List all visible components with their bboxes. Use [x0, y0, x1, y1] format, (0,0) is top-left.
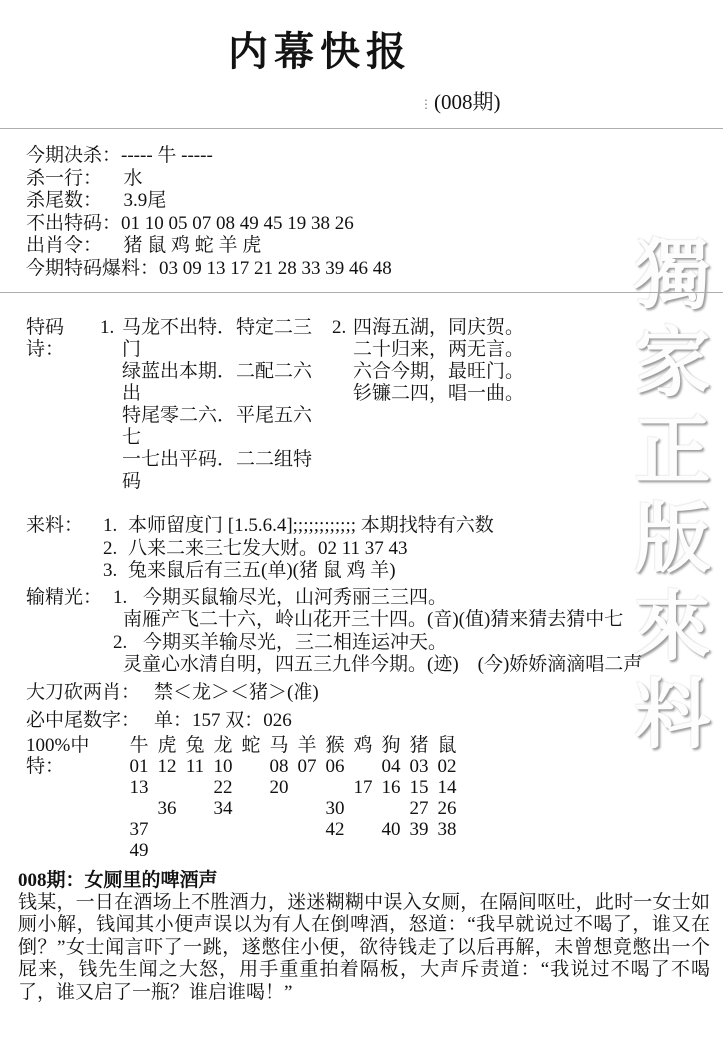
banned-zodiac-value: 禁＜龙＞＜猪＞(准) — [154, 681, 319, 703]
kill-row — [26, 235, 723, 258]
kill-row-label: 今期决杀： — [26, 145, 122, 167]
table-cell: 42 — [325, 818, 345, 840]
table-cell: 36 — [157, 797, 177, 819]
table-cell — [349, 756, 377, 777]
table-row — [125, 840, 461, 861]
shujingguang-section — [0, 587, 723, 677]
table-cell — [349, 819, 377, 840]
table-cell — [181, 798, 209, 819]
kill-row-value: 01 10 05 07 08 49 45 19 38 26 — [121, 212, 354, 234]
table-cell: 38 — [437, 818, 457, 840]
item-text: 八来二来三七发大财。02 11 37 43 — [128, 537, 408, 559]
kill-row-value: ----- 牛 ----- — [121, 145, 213, 167]
must-hit-tail-value: 单：157 双：026 — [154, 709, 292, 731]
table-cell: 34 — [213, 797, 233, 819]
table-cell: 39 — [409, 818, 429, 840]
table-cell: 17 — [353, 776, 373, 798]
table-row — [125, 777, 461, 798]
incoming-tips-section — [0, 515, 723, 583]
table-cell: 03 — [409, 755, 429, 777]
table-cell — [181, 840, 209, 861]
shu-line — [113, 654, 642, 677]
table-cell: 30 — [325, 797, 345, 819]
kill-row-value: 03 09 13 17 21 28 33 39 46 48 — [159, 257, 392, 279]
kill-row — [26, 190, 723, 213]
kill-row-value: 猪 鼠 鸡 蛇 羊 虎 — [114, 235, 262, 257]
kill-row — [26, 145, 723, 168]
kill-row-label: 杀尾数： — [26, 190, 103, 212]
poem-line: 一七出平码．二二组特码 — [122, 449, 313, 493]
table-cell — [181, 777, 209, 798]
table-cell: 27 — [409, 797, 429, 819]
table-cell — [321, 777, 349, 798]
poem-line: 二十归来，两无言。 — [353, 339, 525, 361]
item-number: 3. — [103, 560, 118, 582]
zodiac-header-row — [125, 735, 461, 756]
table-cell — [405, 840, 433, 861]
shu-line — [113, 609, 642, 632]
table-cell — [153, 819, 181, 840]
poem-line: 绿蓝出本期．二配二六出 — [122, 361, 313, 405]
kill-row-label: 今期特码爆料： — [26, 257, 160, 279]
poem-line: 六合今期，最旺门。 — [353, 361, 525, 383]
zodiac-header: 猴 — [325, 734, 345, 756]
kill-row-label: 不出特码： — [26, 212, 122, 234]
item-text: 今期买羊输尽光，三二相连运冲天。 — [143, 631, 448, 653]
item-text: 今期买鼠输尽光，山河秀丽三三四。 — [143, 586, 448, 608]
zodiac-header: 兔 — [185, 734, 205, 756]
poem-1-lines — [122, 317, 324, 493]
shu-line — [113, 587, 642, 610]
table-cell — [209, 819, 237, 840]
table-cell — [237, 840, 265, 861]
item-text: 南雁产飞二十六，岭山花开三十四。(音)(值)猜来猜去猜中七 — [123, 609, 624, 631]
zodiac-header: 蛇 — [241, 734, 261, 756]
table-cell: 37 — [129, 818, 149, 840]
item-text: 本师留度门 [1.5.6.4];;;;;;;;;;;; 本期找特有六数 — [128, 515, 494, 537]
zodiac-header: 马 — [269, 734, 289, 756]
table-cell — [293, 819, 321, 840]
lailiao-item — [103, 515, 494, 538]
table-cell: 26 — [437, 797, 457, 819]
table-cell: 01 — [129, 755, 149, 777]
lailiao-items — [103, 515, 494, 583]
must-hit-tail-label: 必中尾数字： — [26, 709, 141, 731]
table-cell — [349, 840, 377, 861]
table-cell — [321, 840, 349, 861]
table-cell — [377, 798, 405, 819]
table-cell: 08 — [269, 755, 289, 777]
kill-row — [26, 168, 723, 191]
kill-row — [26, 213, 723, 236]
table-cell: 15 — [409, 776, 429, 798]
issue-number: (008期) — [434, 90, 501, 114]
table-cell: 11 — [185, 755, 205, 777]
table-cell — [125, 798, 153, 819]
table-row — [125, 798, 461, 819]
watermark-vertical-text: 獨家正版來料 — [623, 234, 707, 762]
table-cell — [265, 819, 293, 840]
page-title: 内幕快报 — [228, 29, 412, 74]
table-row — [125, 756, 461, 777]
poem-1-number: 1. — [100, 317, 115, 339]
print-artifact-mark: ⋮ — [420, 97, 432, 112]
table-cell: 07 — [297, 755, 317, 777]
item-text: 兔来鼠后有三五(单)(猪 鼠 鸡 羊) — [128, 560, 396, 582]
divider-top — [0, 128, 723, 129]
shujingguang-lines — [113, 587, 642, 677]
poem-line: 马龙不出特．特定二三门 — [122, 317, 313, 361]
poem-2-number: 2. — [332, 317, 347, 339]
kill-section — [0, 145, 723, 280]
kill-row-label: 出肖令： — [26, 235, 103, 257]
table-cell — [293, 840, 321, 861]
banned-zodiac-label: 大刀砍两肖： — [26, 681, 141, 703]
zodiac-header: 鸡 — [353, 734, 373, 756]
table-cell: 16 — [381, 776, 401, 798]
story-section — [0, 869, 710, 1005]
table-cell: 20 — [269, 776, 289, 798]
item-number: 1. — [103, 515, 118, 537]
table-row — [125, 819, 461, 840]
must-hit-tail-row — [0, 709, 723, 733]
zodiac-header: 龙 — [213, 734, 233, 756]
poem-line: 四海五湖，同庆贺。 — [353, 317, 525, 339]
poem-line: 钐镰二四，唱一曲。 — [353, 383, 525, 405]
poem-label: 特码诗： — [26, 317, 65, 361]
table-cell: 10 — [213, 755, 233, 777]
story-title: 008期：女厕里的啤酒声 — [18, 869, 218, 891]
zodiac-header: 鼠 — [437, 734, 457, 756]
table-cell: 40 — [381, 818, 401, 840]
poem-2-lines — [353, 317, 524, 493]
table-cell — [181, 819, 209, 840]
lailiao-item — [103, 538, 494, 561]
item-text: 灵童心水清自明，四五三九伴今期。(迹) (今)娇娇滴滴唱二声 — [123, 654, 643, 676]
zodiac-header: 羊 — [297, 734, 317, 756]
kill-row-label: 杀一行： — [26, 167, 103, 189]
table-cell — [153, 777, 181, 798]
kill-row-value: 3.9尾 — [114, 190, 167, 212]
table-cell: 49 — [129, 839, 149, 861]
table-cell — [237, 819, 265, 840]
special-code-poem-section — [0, 317, 723, 493]
story-body: 钱某，一日在酒场上不胜酒力，迷迷糊糊中误入女厕，在隔间呕吐，此时一女士如厕小解，钱闻其小便声误以为有人在倒啤酒，怒道：“我早就说过不喝了，谁又在倒？”女士闻言吓了一跳，遂憋住小便，欲待钱走了以后再解，未曾想竟憋出一个屁来，钱先生闻之大怒，用手重重拍着隔板，大声斥责道：“我说过不喝了不喝了，谁又启了一瓶？谁启谁喝！” — [18, 891, 710, 1003]
zodiac-header: 虎 — [157, 734, 177, 756]
poem-line: 特尾零二六．平尾五六七 — [122, 405, 313, 449]
table-cell — [237, 777, 265, 798]
zodiac-header: 牛 — [129, 734, 149, 756]
table-cell — [349, 798, 377, 819]
zodiac-header: 狗 — [381, 734, 401, 756]
table-cell — [293, 777, 321, 798]
zodiac-header: 猪 — [409, 734, 429, 756]
shu-line — [113, 632, 642, 655]
table-cell: 14 — [437, 776, 457, 798]
kill-row-value: 水 — [114, 167, 143, 189]
issue-number-line — [420, 90, 723, 116]
zodiac-table-grid — [125, 735, 461, 861]
zodiac-number-table — [0, 735, 723, 861]
table-cell — [209, 840, 237, 861]
table-cell — [293, 798, 321, 819]
item-number: 1. — [113, 586, 128, 608]
table-cell — [237, 798, 265, 819]
table-cell — [433, 840, 461, 861]
table-cell — [237, 756, 265, 777]
table-cell: 02 — [437, 755, 457, 777]
table-cell — [265, 798, 293, 819]
table-cell: 12 — [157, 755, 177, 777]
table-cell — [153, 840, 181, 861]
table-cell — [265, 840, 293, 861]
kill-row — [26, 258, 723, 281]
table-cell: 22 — [213, 776, 233, 798]
item-number: 2. — [103, 537, 118, 559]
table-cell: 06 — [325, 755, 345, 777]
table-cell: 04 — [381, 755, 401, 777]
divider-middle — [0, 292, 723, 293]
banned-zodiac-row — [0, 681, 723, 705]
item-number: 2. — [113, 631, 128, 653]
table-cell — [377, 840, 405, 861]
lailiao-label: 来料： — [26, 515, 84, 537]
shujingguang-label: 输精光： — [26, 586, 103, 608]
table-cell: 13 — [129, 776, 149, 798]
lailiao-item — [103, 560, 494, 583]
lottery-tip-sheet — [0, 26, 723, 1004]
zodiac-table-label: 100%中特： — [26, 734, 90, 777]
